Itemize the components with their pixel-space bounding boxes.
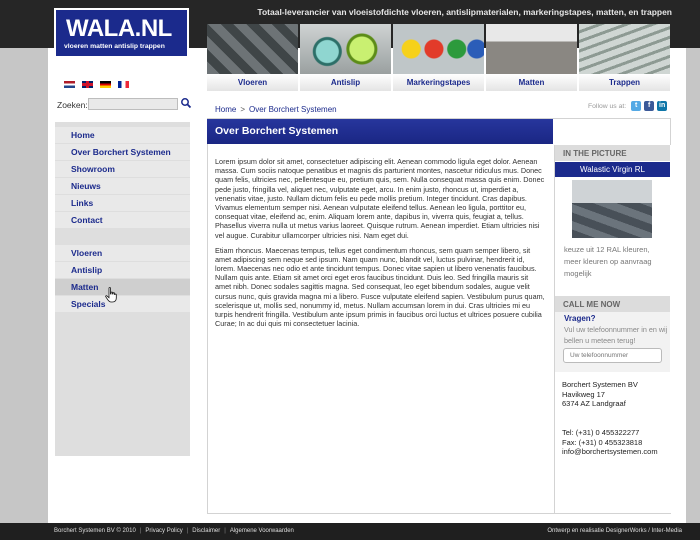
footer-separator: | [186,528,189,534]
search-icon[interactable] [180,97,192,109]
nav-item-vloeren[interactable]: Vloeren [55,245,190,261]
nav-item-contact[interactable]: Contact [55,212,190,228]
city-address: 6374 AZ Landgraaf [562,399,626,409]
spacer [562,409,670,419]
product-label: Markeringstapes [393,74,484,91]
company-name: Borchert Systemen BV [562,380,638,389]
dutch-flag-icon[interactable] [64,81,75,88]
nav-item-nieuws[interactable]: Nieuws [55,178,190,194]
call-me-now-header [555,296,670,312]
company-address [562,380,670,457]
language-selector [64,81,129,88]
site-logo[interactable] [54,8,189,58]
breadcrumb [215,105,337,114]
product-tile-antislip[interactable] [300,24,391,91]
nav-item-specials[interactable]: Specials [55,296,190,312]
vloeren-image [207,24,298,74]
page-title: Over Borchert Systemen [215,125,339,137]
matten-image [486,24,577,74]
search-input[interactable] [88,98,178,110]
article-paragraph: Lorem ipsum dolor sit amet, consectetuer adipiscing elit. Aenean commodo ligula eget dolor. Aenean massa. Cum sociis natoque penatibus et magnis dis parturient montes, nascetur ridiculus mus. Donec quam felis, ultricies nec, pellentesque eu, pretium quis, sem. Nulla consequat massa quis enim. Donec pede justo, fringilla vel, aliquet nec, vulputate eget, arcu. In enim justo, rhoncus ut, imperdiet a, venenatis vitae, justo. Nullam dictum felis eu pede mollis pretium. Integer tincidunt. Cras dapibus. Vivamus elementum semper nisi. Aenean vulputate eleifend tellus. Aenean leo ligula, porttitor eu, consequat vitae, eleifend ac, enim. Aliquam lorem ante, dapibus in, viverra quis, feugiat a, tellus. Phasellus viverra nulla ut metus varius laoreet. Quisque rutrum. Aenean imperdiet. Etiam ultricies nisi vel augue. Curabitur ullamcorper ultricies nisi. Nam eget dui. [215,157,545,240]
privacy-policy-link[interactable]: Privacy Policy [145,528,183,534]
nav-item-matten[interactable]: Matten [55,279,190,295]
linkedin-icon[interactable]: in [659,102,666,109]
nav-item-links[interactable]: Links [55,195,190,211]
terms-link[interactable]: Algemene Voorwaarden [229,528,294,534]
nav-item-over-borchert[interactable]: Over Borchert Systemen [55,144,190,160]
product-tile-vloeren[interactable] [207,24,298,91]
disclaimer-link[interactable]: Disclaimer [192,528,221,534]
antislip-image [300,24,391,74]
logo-subtitle: vloeren matten antislip trappen [64,43,165,50]
product-tile-trappen[interactable] [579,24,670,91]
twitter-icon[interactable]: t [631,101,641,111]
english-flag-icon[interactable] [82,81,93,88]
product-nav [207,24,670,91]
french-flag-icon[interactable] [118,81,129,88]
article-body [215,157,545,334]
in-the-picture-title: IN THE PICTURE [563,149,627,158]
street-address: Havikweg 17 [562,389,605,399]
footer-links [54,528,294,534]
product-tile-markeringstapes[interactable] [393,24,484,91]
product-label: Vloeren [207,74,298,91]
call-question: Vragen? [564,314,596,323]
facebook-icon[interactable]: f [644,101,654,111]
nav-item-antislip[interactable]: Antislip [55,262,190,278]
logo-text: WALA.NL [66,15,172,42]
featured-product-image[interactable] [572,180,652,238]
left-background [0,48,48,528]
product-label: Trappen [579,74,670,91]
featured-product-name[interactable]: Walastic Virgin RL [555,162,670,177]
spacer [562,418,670,428]
nav-item-showroom[interactable]: Showroom [55,161,190,177]
nav-item-home[interactable]: Home [55,127,190,143]
breadcrumb-separator: > [240,105,246,114]
content-header [207,119,553,144]
call-instructions: Vul uw telefoonnummer in en wij bellen u meteen terug! [564,325,668,345]
sidebar [55,122,190,456]
phone-number-input[interactable] [563,348,662,363]
tagline: Totaal-leverancier van vloeistofdichte vloeren, antislipmaterialen, markeringstapes, matten, en trappen [257,7,672,17]
markeringstapes-image [393,24,484,74]
fax: Fax: (+31) 0 455323818 [562,437,643,447]
search-label: Zoeken: [57,100,88,110]
product-side-nav [55,245,190,313]
breadcrumb-current[interactable]: Over Borchert Systemen [249,105,337,114]
hand-cursor-icon [105,287,117,303]
main-nav [55,127,190,229]
german-flag-icon[interactable] [100,81,111,88]
footer-credit[interactable]: Ontwerp en realisatie DesignerWorks / Inter-Media [547,528,682,534]
article-paragraph: Etiam rhoncus. Maecenas tempus, tellus eget condimentum rhoncus, sem quam semper libero, sit amet adipiscing sem neque sed ipsum. Nam quam nunc, blandit vel, luctus pulvinar, hendrerit id, lorem. Maecenas nec odio et ante tincidunt tempus. Donec vitae sapien ut libero venenatis faucibus. Nullam quis ante. Etiam sit amet orci eget eros faucibus tincidunt. Duis leo. Sed fringilla mauris sit amet nibh. Donec sodales sagittis magna. Sed consequat, leo eget bibendum sodales, augue velit cursus nunc, quis gravida magna mi a libero. Fusce vulputate eleifend sapien. Vestibulum purus quam, scelerisque ut, mollis sed, nonummy id, metus. Nullam accumsan lorem in dui. Cras ultricies mi eu turpis hendrerit fringilla. Vestibulum ante ipsum primis in faucibus orci luctus et ultrices posuere cubilia Curae; In ac dui quis mi consectetuer lacinia. [215,245,545,329]
footer-separator: | [224,528,226,534]
product-label: Antislip [300,74,391,91]
follow-label: Follow us at: [588,102,627,110]
product-tile-matten[interactable] [486,24,577,91]
social-follow [588,101,667,111]
telephone: Tel: (+31) 0 455322277 [562,427,640,437]
trappen-image [579,24,670,74]
in-the-picture-header [555,145,670,161]
copyright: Borchert Systemen BV © 2010 [54,528,136,534]
footer [0,523,700,540]
breadcrumb-home-link[interactable]: Home [215,105,237,114]
email-link[interactable]: info@borchertsystemen.com [562,447,658,457]
footer-separator: | [139,528,142,534]
call-me-now-title: CALL ME NOW [563,300,621,309]
featured-product-description: keuze uit 12 RAL kleuren, meer kleuren op aanvraag mogelijk [564,245,652,278]
product-label: Matten [486,74,577,91]
